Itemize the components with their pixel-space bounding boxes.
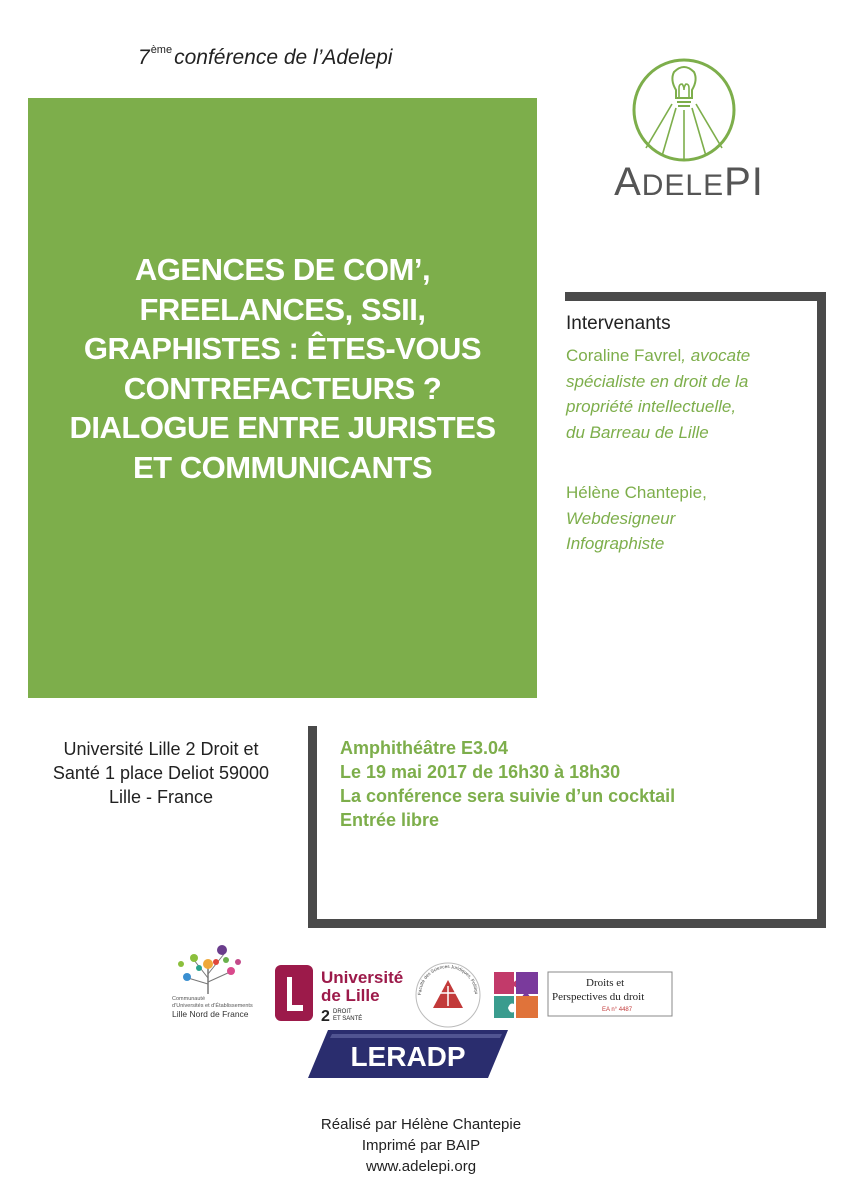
speaker-role: du Barreau de Lille: [566, 422, 709, 442]
tree-icon: [178, 945, 241, 994]
conference-title: [138, 44, 392, 70]
frame-border-top: [565, 292, 826, 301]
puzzle-icon: [494, 972, 538, 1018]
speaker-role: Infographiste: [566, 534, 665, 553]
comue-line1: Communauté: [172, 996, 206, 1002]
address-line: Santé 1 place Deliot 59000: [52, 763, 270, 783]
wordmark-a: A: [614, 160, 642, 204]
speaker-role: Webdesigneur: [566, 508, 676, 528]
lille2-line2: de Lille: [321, 986, 380, 1005]
frame-border-bottom: [308, 919, 826, 928]
speaker-role: propriété intellectuelle,: [566, 397, 737, 416]
comue-line2: d’Universités et d’Établissements: [172, 1003, 253, 1009]
drop-line2: Perspectives du droit: [552, 991, 645, 1003]
conference-number: 7: [138, 46, 150, 69]
lille2-line1: Université: [321, 968, 404, 987]
leradp-logo: [306, 1028, 510, 1080]
title-line: GRAPHISTES : ÊTES-VOUS: [83, 331, 482, 366]
title-panel: [28, 98, 537, 698]
conference-suffix: ème: [150, 44, 173, 56]
address-line: Université Lille 2 Droit et: [63, 739, 259, 759]
title-line: AGENCES DE COM’,: [134, 252, 431, 287]
footer-credits: [0, 1114, 842, 1177]
lille2-logo: [275, 963, 413, 1025]
speakers-heading: Intervenants: [566, 313, 671, 334]
speaker-1: [566, 343, 750, 445]
speaker-role: , avocate: [681, 346, 751, 365]
footer-line: Réalisé par Hélène Chantepie: [320, 1116, 522, 1133]
frame-border-right: [817, 292, 826, 928]
event-cocktail: La conférence sera suivie d’un cocktail: [340, 786, 676, 806]
event-room: Amphithéâtre E3.04: [340, 738, 509, 758]
frame-border-left: [308, 726, 317, 928]
footer-website[interactable]: www.adelepi.org: [365, 1158, 477, 1175]
title-line: CONTREFACTEURS ?: [123, 370, 442, 406]
lille2-emblem-icon: [275, 965, 313, 1021]
wordmark-pi: PI: [724, 160, 764, 204]
drop-line1: Droits et: [586, 977, 625, 989]
fsjps-arc-text: Faculté des Sciences Juridiques, Politiqu: [416, 963, 480, 996]
footer-line: Imprimé par BAIP: [361, 1137, 481, 1154]
title-line: DIALOGUE ENTRE JURISTES: [69, 410, 496, 445]
title-line: ET COMMUNICANTS: [132, 449, 433, 485]
fsjps-seal-logo: [413, 960, 483, 1030]
speaker-name: Hélène Chantepie,: [566, 483, 707, 502]
lille2-line3: 2: [321, 1008, 330, 1025]
wordmark-dele: DELE: [641, 169, 725, 202]
event-entry: Entrée libre: [340, 810, 440, 830]
speaker-2: [566, 480, 707, 557]
event-info: [340, 736, 675, 832]
title-line: FREELANCES, SSII,: [139, 291, 426, 327]
address-line: Lille - France: [108, 787, 214, 807]
adelepi-wordmark: [598, 160, 780, 205]
leradp-label: LERADP: [350, 1041, 466, 1072]
venue-address: [30, 737, 292, 809]
comue-line3: Lille Nord de France: [172, 1009, 249, 1019]
main-title: [28, 250, 537, 487]
comue-logo: [168, 938, 264, 1022]
adelepi-logo-icon: [628, 58, 740, 162]
lille2-line5: ET SANTÉ: [333, 1016, 363, 1022]
drop-line3: EA n° 4487: [602, 1007, 633, 1013]
speaker-role: spécialiste en droit de la: [566, 371, 749, 391]
conference-text: conférence de l’Adelepi: [174, 46, 393, 69]
lille2-line4: DROIT: [333, 1009, 352, 1015]
drop-logo: [490, 968, 674, 1022]
event-date: Le 19 mai 2017 de 16h30 à 18h30: [340, 762, 621, 782]
speaker-name: Coraline Favrel: [566, 346, 682, 365]
